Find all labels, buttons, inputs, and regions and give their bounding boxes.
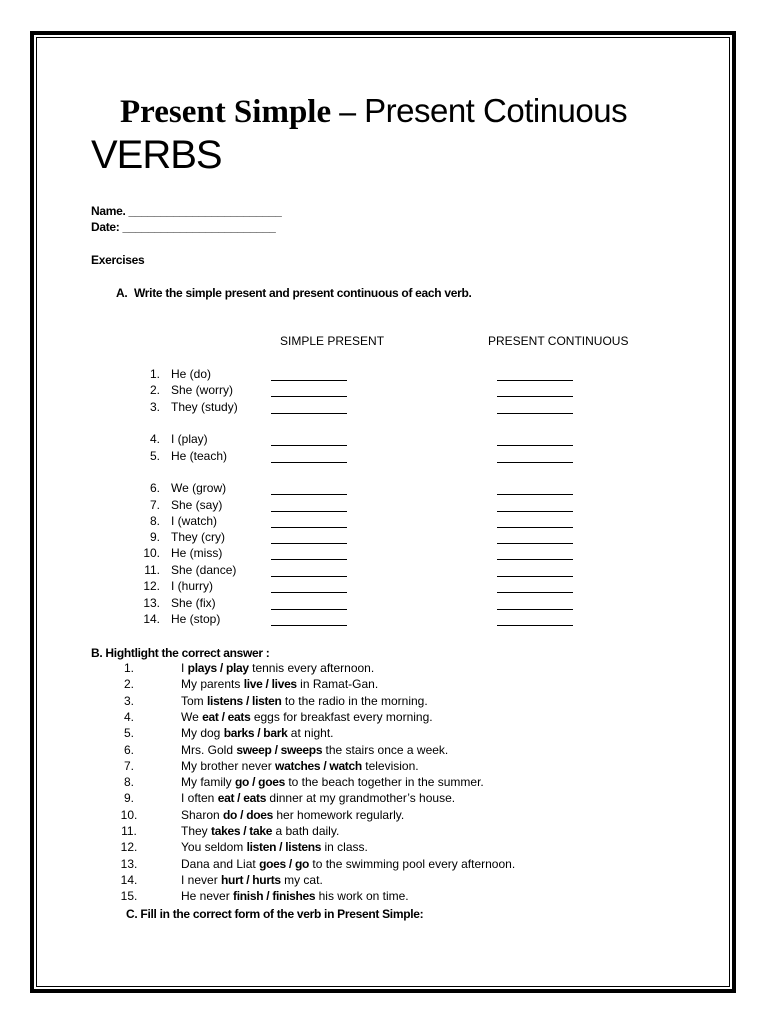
sentence-item bbox=[181, 857, 515, 871]
sentence-number: 6. bbox=[123, 742, 134, 757]
verb-choice[interactable]: finish / finishes bbox=[233, 889, 316, 904]
sentence-end: my cat. bbox=[280, 872, 323, 887]
sentence-item bbox=[181, 889, 409, 903]
verb-item-number: 11. bbox=[144, 563, 160, 577]
sentence-item bbox=[181, 824, 339, 838]
sentence-number: 1. bbox=[123, 661, 134, 675]
verb-item-number: 8. bbox=[149, 514, 160, 528]
verb-item-number: 3. bbox=[149, 400, 160, 414]
sentence-end: eggs for breakfast every morning. bbox=[250, 709, 433, 724]
sentence-item bbox=[181, 873, 323, 887]
verb-choice[interactable]: sweep / sweeps bbox=[236, 742, 323, 757]
sentence-number: 15. bbox=[120, 889, 138, 904]
sentence-start: I often bbox=[181, 791, 218, 806]
verb-choice[interactable]: go / goes bbox=[235, 775, 285, 790]
verb-item-number: 10. bbox=[143, 546, 160, 560]
sentence-item bbox=[181, 694, 428, 708]
date-field[interactable]: Date: ________________________ bbox=[91, 220, 276, 234]
verb-item-number: 12. bbox=[143, 579, 160, 593]
sentence-end: her homework regularly. bbox=[273, 807, 405, 822]
present-continuous-answer-blank[interactable] bbox=[497, 592, 573, 593]
column-header-present-continuous: PRESENT CONTINUOUS bbox=[488, 334, 629, 348]
verb-item-prompt: She (dance) bbox=[171, 563, 237, 577]
simple-present-answer-blank[interactable] bbox=[271, 609, 347, 610]
verb-item-prompt: She (fix) bbox=[171, 596, 216, 610]
present-continuous-answer-blank[interactable] bbox=[497, 511, 573, 512]
verb-choice[interactable]: listens / listen bbox=[207, 693, 282, 708]
sentence-item bbox=[181, 759, 419, 773]
sentence-item bbox=[181, 840, 368, 854]
verb-item-number: 2. bbox=[149, 383, 160, 397]
sentence-number: 9. bbox=[123, 791, 134, 806]
present-continuous-answer-blank[interactable] bbox=[497, 462, 573, 463]
sentence-start: He never bbox=[181, 889, 234, 904]
sentence-end: to the swimming pool every afternoon. bbox=[309, 856, 516, 871]
worksheet-subtitle: VERBS bbox=[91, 133, 222, 177]
verb-choice[interactable]: watches / watch bbox=[275, 758, 362, 773]
verb-item-number: 13. bbox=[143, 596, 160, 610]
simple-present-answer-blank[interactable] bbox=[271, 413, 347, 414]
sentence-end: his work on time. bbox=[315, 889, 409, 904]
sentence-item bbox=[181, 661, 374, 675]
sentence-start: My parents bbox=[181, 677, 244, 692]
sentence-number: 8. bbox=[123, 775, 134, 790]
sentence-item bbox=[181, 743, 448, 757]
sentence-end: in class. bbox=[321, 840, 368, 855]
present-continuous-answer-blank[interactable] bbox=[497, 543, 573, 544]
sentence-number: 2. bbox=[123, 677, 134, 692]
sentence-item bbox=[181, 726, 334, 740]
sentence-start: Dana and Liat bbox=[181, 856, 260, 871]
sentence-number: 7. bbox=[123, 758, 134, 773]
verb-choice[interactable]: takes / take bbox=[211, 824, 273, 838]
simple-present-answer-blank[interactable] bbox=[271, 592, 347, 593]
sentence-number: 10. bbox=[120, 807, 138, 822]
sentence-end: in Ramat-Gan. bbox=[296, 677, 379, 692]
verb-item-prompt: I (play) bbox=[171, 432, 208, 446]
sentence-item bbox=[181, 710, 433, 724]
present-continuous-answer-blank[interactable] bbox=[497, 609, 573, 610]
verb-item-number: 6. bbox=[149, 481, 160, 495]
section-a-instruction: Write the simple present and present continuous of each verb. bbox=[134, 286, 472, 300]
verb-item-number: 7. bbox=[149, 498, 160, 512]
simple-present-answer-blank[interactable] bbox=[271, 380, 347, 381]
sentence-start: We bbox=[181, 709, 203, 724]
sentence-start: My family bbox=[181, 775, 235, 790]
sentence-start: Sharon bbox=[181, 807, 224, 822]
verb-item-number: 5. bbox=[149, 449, 160, 463]
section-a-label: A. bbox=[116, 286, 128, 300]
section-c-heading: C. Fill in the correct form of the verb in Present Simple: bbox=[126, 907, 424, 921]
sentence-end: to the radio in the morning. bbox=[281, 693, 428, 708]
simple-present-answer-blank[interactable] bbox=[271, 625, 347, 626]
sentence-start: I never bbox=[181, 872, 222, 887]
verb-choice[interactable]: listen / listens bbox=[246, 840, 322, 855]
simple-present-answer-blank[interactable] bbox=[271, 445, 347, 446]
verb-item-prompt: He (stop) bbox=[171, 612, 221, 626]
sentence-end: at night. bbox=[287, 726, 334, 741]
simple-present-answer-blank[interactable] bbox=[271, 494, 347, 495]
page-border-inner bbox=[36, 37, 730, 987]
sentence-number: 12. bbox=[120, 840, 138, 855]
exercises-label: Exercises bbox=[91, 253, 145, 267]
verb-item-prompt: She (say) bbox=[171, 498, 223, 512]
sentence-start: I bbox=[181, 661, 188, 675]
verb-item-prompt: He (do) bbox=[171, 367, 212, 381]
verb-item-number: 14. bbox=[143, 612, 160, 626]
present-continuous-answer-blank[interactable] bbox=[497, 625, 573, 626]
verb-choice[interactable]: eat / eats bbox=[202, 709, 251, 724]
sentence-start: They bbox=[181, 824, 212, 838]
verb-item-prompt: She (worry) bbox=[171, 383, 234, 397]
sentence-end: television. bbox=[361, 758, 419, 773]
verb-item-number: 1. bbox=[149, 367, 160, 381]
simple-present-answer-blank[interactable] bbox=[271, 576, 347, 577]
sentence-start: Tom bbox=[181, 693, 208, 708]
sentence-start: My brother never bbox=[181, 758, 276, 773]
verb-item-number: 9. bbox=[149, 530, 160, 544]
verb-item-prompt: We (grow) bbox=[171, 481, 227, 495]
section-b-heading: B. Hightlight the correct answer : bbox=[91, 646, 270, 660]
simple-present-answer-blank[interactable] bbox=[271, 543, 347, 544]
sentence-end: to the beach together in the summer. bbox=[284, 775, 484, 790]
sentence-end: tennis every afternoon. bbox=[248, 661, 375, 675]
verb-choice[interactable]: do / does bbox=[223, 807, 274, 822]
simple-present-answer-blank[interactable] bbox=[271, 462, 347, 463]
simple-present-answer-blank[interactable] bbox=[271, 527, 347, 528]
present-continuous-answer-blank[interactable] bbox=[497, 413, 573, 414]
verb-item-prompt: He (teach) bbox=[171, 449, 228, 463]
verb-item-prompt: They (cry) bbox=[171, 530, 225, 544]
verb-item-prompt: I (hurry) bbox=[171, 579, 213, 593]
title-part-2: Present Cotinuous bbox=[364, 92, 628, 129]
verb-choice[interactable]: plays / play bbox=[187, 661, 249, 675]
sentence-end: the stairs once a week. bbox=[322, 742, 449, 757]
present-continuous-answer-blank[interactable] bbox=[497, 576, 573, 577]
name-field[interactable]: Name. ________________________ bbox=[91, 204, 282, 218]
verb-item-prompt: He (miss) bbox=[171, 546, 223, 560]
sentence-item bbox=[181, 677, 378, 691]
worksheet-title bbox=[120, 92, 627, 131]
sentence-number: 13. bbox=[120, 856, 138, 871]
sentence-number: 11. bbox=[121, 824, 137, 838]
verb-item-number: 4. bbox=[149, 432, 160, 446]
sentence-number: 4. bbox=[123, 709, 134, 724]
present-continuous-answer-blank[interactable] bbox=[497, 445, 573, 446]
present-continuous-answer-blank[interactable] bbox=[497, 380, 573, 381]
sentence-item bbox=[181, 808, 404, 822]
sentence-end: dinner at my grandmother’s house. bbox=[266, 791, 456, 806]
sentence-start: My dog bbox=[181, 726, 224, 741]
sentence-item bbox=[181, 791, 455, 805]
present-continuous-answer-blank[interactable] bbox=[497, 527, 573, 528]
present-continuous-answer-blank[interactable] bbox=[497, 494, 573, 495]
verb-choice[interactable]: barks / bark bbox=[223, 726, 288, 741]
present-continuous-answer-blank[interactable] bbox=[497, 396, 573, 397]
sentence-start: Mrs. Gold bbox=[181, 742, 237, 757]
simple-present-answer-blank[interactable] bbox=[271, 396, 347, 397]
title-part-1: Present Simple – bbox=[120, 94, 365, 130]
simple-present-answer-blank[interactable] bbox=[271, 511, 347, 512]
verb-choice[interactable]: goes / go bbox=[259, 856, 310, 871]
sentence-item bbox=[181, 775, 484, 789]
sentence-number: 3. bbox=[123, 693, 134, 708]
present-continuous-answer-blank[interactable] bbox=[497, 559, 573, 560]
sentence-number: 14. bbox=[120, 872, 138, 887]
verb-choice[interactable]: live / lives bbox=[243, 677, 297, 692]
sentence-start: You seldom bbox=[181, 840, 247, 855]
verb-item-prompt: They (study) bbox=[171, 400, 238, 414]
column-header-simple-present: SIMPLE PRESENT bbox=[280, 334, 385, 348]
sentence-number: 5. bbox=[123, 726, 134, 741]
verb-item-prompt: I (watch) bbox=[171, 514, 218, 528]
verb-choice[interactable]: hurt / hurts bbox=[221, 872, 281, 887]
simple-present-answer-blank[interactable] bbox=[271, 559, 347, 560]
sentence-end: a bath daily. bbox=[272, 824, 340, 838]
verb-choice[interactable]: eat / eats bbox=[217, 791, 267, 806]
